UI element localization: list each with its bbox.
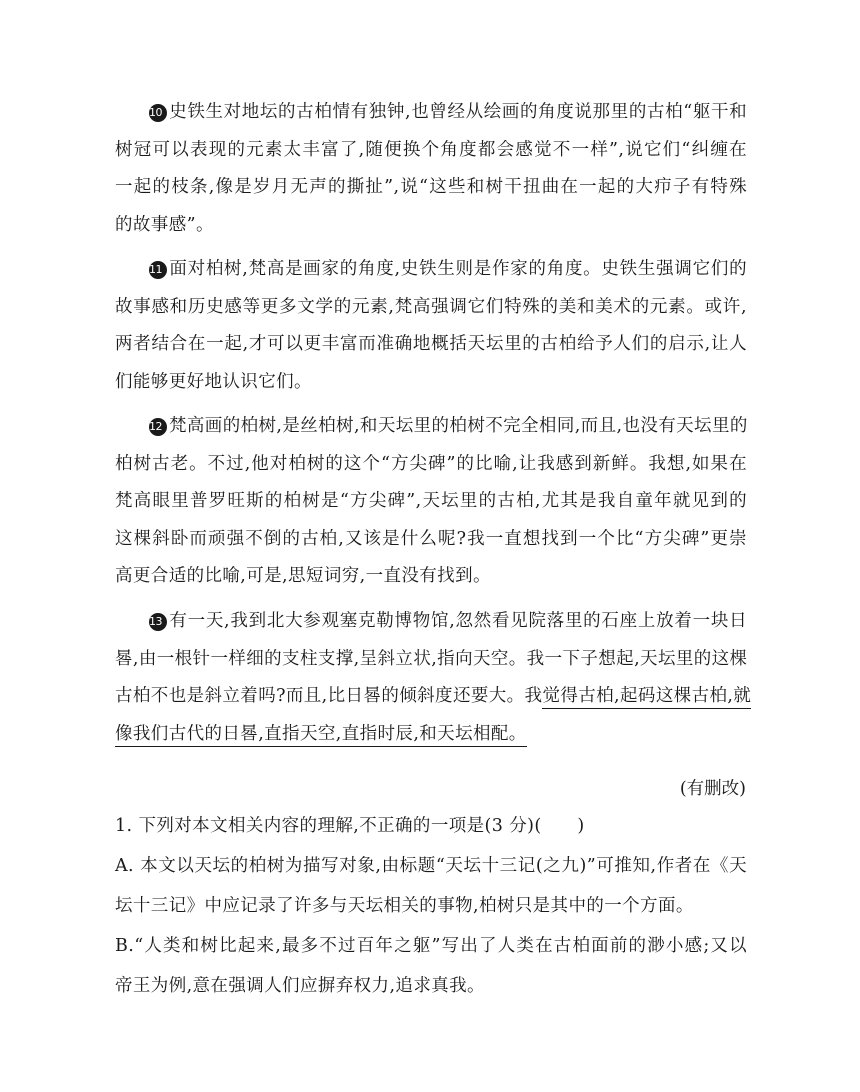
- paragraph-10-line-1: 史铁生对地坛的古柏情有独钟,也曾经从绘画的角度说那里的古柏“躯干和: [169, 102, 747, 122]
- paragraph-11-line-1: 面对柏树,梵高是画家的角度,史铁生则是作家的角度。史铁生强调它们的: [169, 259, 747, 279]
- paragraph-number-11: 11: [149, 261, 167, 279]
- paragraph-12-line-3: 梵高眼里普罗旺斯的柏树是“方尖碑”,天坛里的古柏,尤其是我自童年就见到的: [115, 491, 747, 512]
- paragraph-10-line-4: 的故事感”。: [115, 214, 214, 235]
- paragraph-13-line-2: 晷,由一根针一样细的支柱支撑,呈斜立状,指向天空。我一下子想起,天坛里的这棵: [115, 648, 748, 669]
- question-1-stem: 1. 下列对本文相关内容的理解,不正确的一项是(3 分)( ): [115, 816, 585, 836]
- paragraph-10-line-2: 树冠可以表现的元素太丰富了,随便换个角度都会感觉不一样”,说它们“纠缠在: [115, 139, 747, 160]
- paragraph-10-line-3: 一起的枝条,像是岁月无声的撕扯”,说“这些和树干扭曲在一起的大疖子有特殊: [115, 177, 747, 198]
- source-note: (有删改): [679, 779, 746, 799]
- paragraph-12-line-2: 柏树古老。不过,他对柏树的这个“方尖碑”的比喻,让我感到新鲜。我想,如果在: [115, 453, 747, 474]
- paragraph-13-line-3: 古柏不也是斜立着吗?而且,比日晷的倾斜度还要大。: [115, 686, 525, 707]
- paragraph-13-line-1: 有一天,我到北大参观塞克勒博物馆,忽然看见院落里的石座上放着一块日: [169, 611, 747, 631]
- paragraph-12-line-5: 高更合适的比喻,可是,思短词穷,一直没有找到。: [115, 566, 491, 587]
- paragraph-number-10: 10: [149, 104, 167, 122]
- option-a-line-1: A. 本文以天坛的柏树为描写对象,由标题“天坛十三记(之九)”可推知,作者在《天: [115, 856, 747, 876]
- paragraph-number-13: 13: [149, 613, 167, 631]
- underlined-sentence-part-2: 像我们古代的日晷,直指天空,直指时辰,和天坛相配。: [115, 724, 527, 747]
- paragraph-11: [115, 251, 747, 401]
- option-b-line-2: 帝王为例,意在强调人们应摒弃权力,追求真我。: [115, 976, 485, 996]
- paragraph-11-line-2: 故事感和历史感等更多文学的元素,梵高强调它们特殊的美和美术的元素。或许,: [115, 296, 747, 317]
- underlined-sentence-part-1: 觉得古柏,起码这棵古柏,就: [542, 686, 751, 709]
- paragraph-number-12: 12: [149, 418, 167, 436]
- paragraph-13: [115, 603, 752, 753]
- paragraph-11-line-3: 两者结合在一起,才可以更丰富而准确地概括天坛里的古柏给予人们的启示,让人: [115, 334, 747, 355]
- paragraph-10: [115, 94, 747, 244]
- paragraph-12-line-4: 这棵斜卧而顽强不倒的古柏,又该是什么呢?我一直想找到一个比“方尖碑”更崇: [115, 528, 747, 549]
- paragraph-12: [115, 408, 747, 596]
- paragraph-11-line-4: 们能够更好地认识它们。: [115, 371, 312, 392]
- option-a-line-2: 坛十三记》中应记录了许多与天坛相关的事物,柏树只是其中的一个方面。: [115, 896, 694, 916]
- option-b-line-1: B.“人类和树比起来,最多不过百年之躯”写出了人类在古柏面前的渺小感;又以: [115, 936, 747, 956]
- paragraph-12-line-1: 梵高画的柏树,是丝柏树,和天坛里的柏树不完全相同,而且,也没有天坛里的: [169, 416, 748, 436]
- paragraph-13-line-3-tail: 我: [524, 686, 543, 707]
